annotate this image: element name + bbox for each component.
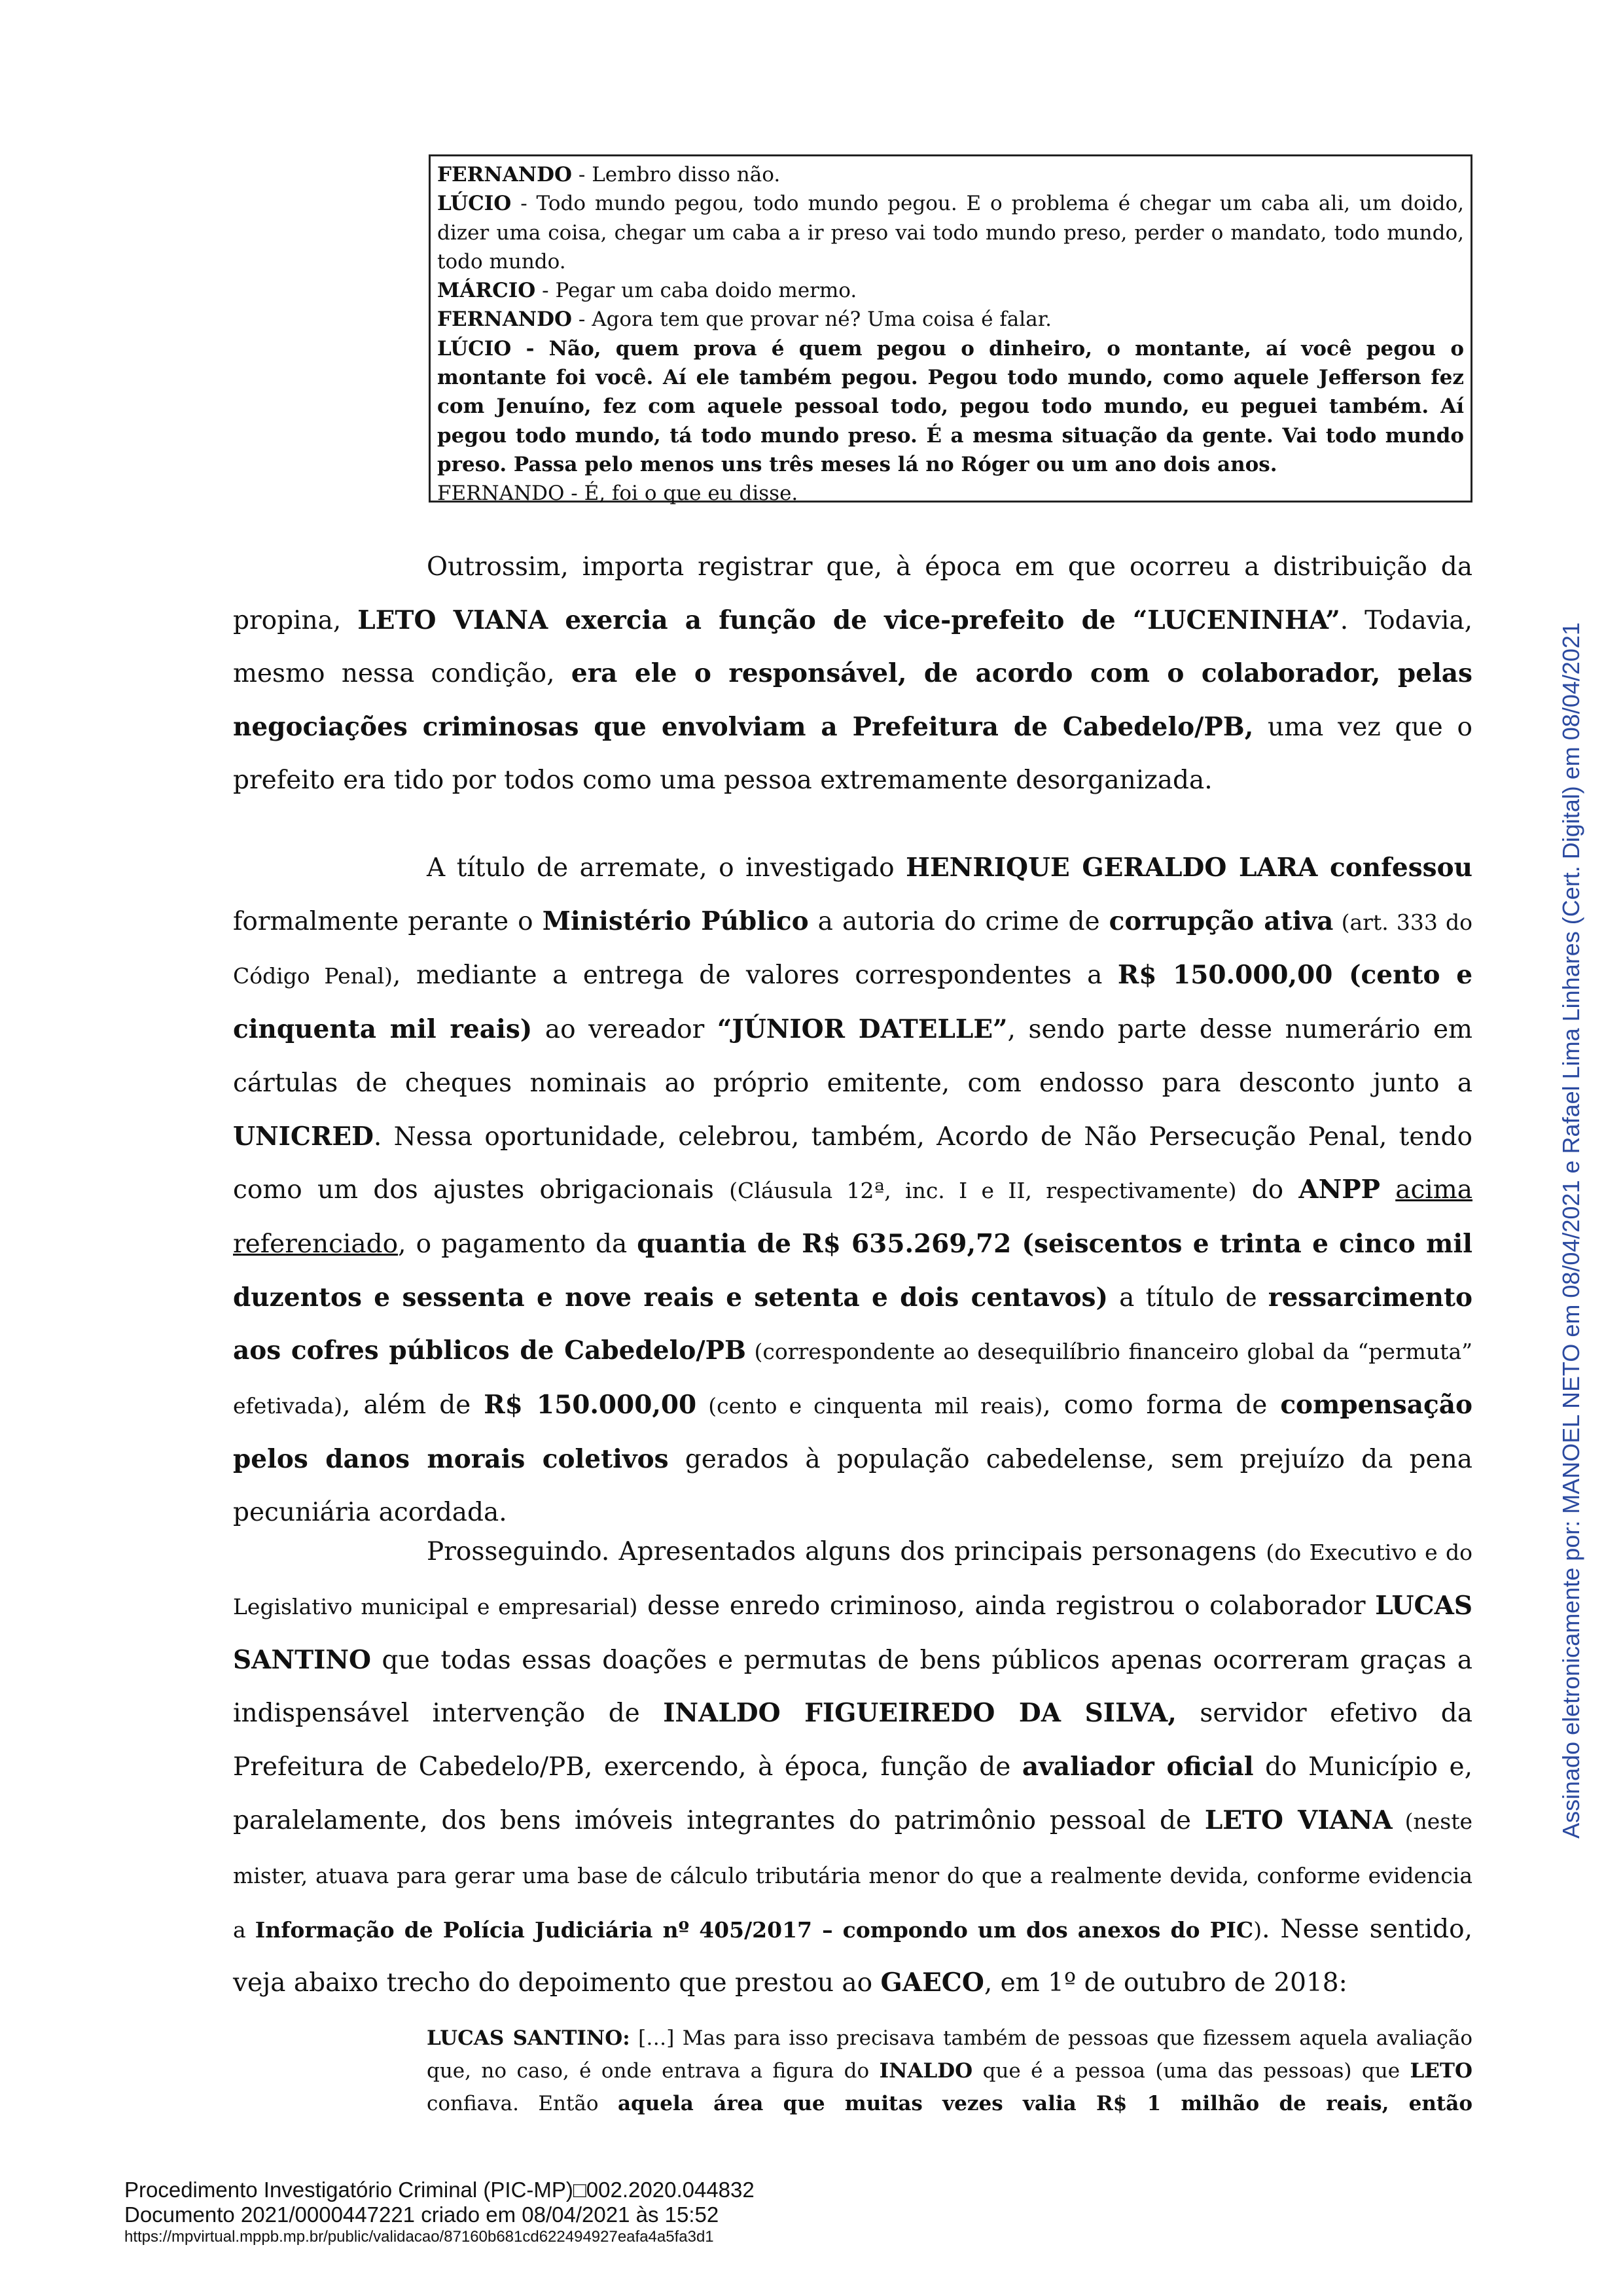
speaker-name: FERNANDO bbox=[437, 482, 565, 506]
document-footer bbox=[124, 2178, 755, 2247]
speech-text: Agora tem que provar né? Uma coisa é falar. bbox=[592, 308, 1052, 332]
transcript-box bbox=[429, 154, 1472, 506]
transcript-line: FERNANDO - Agora tem que provar né? Uma coisa é falar. bbox=[437, 308, 1052, 332]
transcript-line: LÚCIO - Não, quem prova é quem pegou o dinheiro, o montante, aí você pegou o montante foi você. Aí ele também pegou. Pegou todo mundo, como aquele Jefferson fez com Jenuíno, fez com aquele pessoal todo, pegou todo mundo, eu peguei também. Aí pegou todo mundo, tá todo mundo preso. É a mesma situação da gente. Vai todo mundo preso. Passa pelo menos uns três meses lá no Róger ou um ano dois anos. bbox=[437, 336, 1464, 476]
paragraph-2: A título de arremate, o investigado HENRIQUE GERALDO LARA confessou formalmente perante o Ministério Público a autoria do crime de corrupção ativa (art. 333 do Código Penal), mediante a entrega de valores correspondentes a R$ 150.000,00 (cento e cinquenta mil reais) ao vereador “JÚNIOR DATELLE”, sendo parte desse numerário em cártulas de cheques nominais ao próprio emitente, com endosso para desconto junto a UNICRED. Nessa oportunidade, celebrou, também, Acordo de Não Persecução Penal, tendo como um dos ajustes obrigacionais (Cláusula 12ª, inc. I e II, respectivamente) do ANPP acima referenciado, o pagamento da quantia de R$ 635.269,72 (seiscentos e trinta e cinco mil duzentos e sessenta e nove reais e setenta e dois centavos) a título de ressarcimento aos cofres públicos de Cabedelo/PB (correspondente ao desequilíbrio financeiro global da “permuta” efetivada), além de R$ 150.000,00 (cento e cinquenta mil reais), como forma de compensação pelos danos morais coletivos gerados à população cabedelense, sem prejuízo da pena pecuniária acordada. bbox=[233, 853, 1473, 1528]
footer-document-id: Documento 2021/0000447221 criado em 08/04/2021 às 15:52 bbox=[124, 2202, 719, 2227]
speaker-name: FERNANDO bbox=[437, 308, 573, 332]
paragraph-1: Outrossim, importa registrar que, à época em que ocorreu a distribuição da propina, LETO VIANA exercia a função de vice-prefeito de “LUCENINHA”. Todavia, mesmo nessa condição, era ele o responsável, de acordo com o colaborador, pelas negociações criminosas que envolviam a Prefeitura de Cabedelo/PB, uma vez que o prefeito era tido por todos como uma pessoa extremamente desorganizada. bbox=[233, 552, 1472, 795]
speech-text: Todo mundo pegou, todo mundo pegou. E o problema é chegar um caba ali, um doido, dizer uma coisa, chegar um caba a ir preso vai todo mundo preso, perder o mandato, todo mundo, todo mundo. bbox=[437, 192, 1464, 274]
speech-text: Pegar um caba doido mermo. bbox=[555, 279, 857, 303]
electronic-signature-stamp: Assinado eletronicamente por: MANOEL NETO em 08/04/2021 e Rafael Lima Linhares (Cert. Digital) em 08/04/2021 bbox=[1558, 622, 1584, 1839]
transcript-line: FERNANDO - É, foi o que eu disse. bbox=[437, 482, 798, 506]
footer-procedure: Procedimento Investigatório Criminal (PIC-MP)□002.2020.044832 bbox=[124, 2178, 755, 2202]
speech-text: Não, quem prova é quem pegou o dinheiro, o montante, aí você pegou o montante foi você. Aí ele também pegou. Pegou todo mundo, como aquele Jefferson fez com Jenuíno, fez com aquele pessoal todo, pegou todo mundo, eu peguei também. Aí pegou todo mundo, tá todo mundo preso. É a mesma situação da gente. Vai todo mundo preso. Passa pelo menos uns três meses lá no Róger ou um ano dois anos. bbox=[437, 336, 1464, 476]
speaker-name: LÚCIO bbox=[437, 192, 512, 216]
speaker-name: MÁRCIO bbox=[437, 279, 536, 303]
transcript-line: FERNANDO - Lembro disso não. bbox=[437, 163, 781, 186]
quote-speaker: LUCAS SANTINO: bbox=[427, 2026, 630, 2050]
speaker-name: LÚCIO bbox=[437, 336, 512, 361]
deposition-quote: LUCAS SANTINO: […] Mas para isso precisava também de pessoas que fizessem aquela avaliação que, no caso, é onde entrava a figura do INALDO que é a pessoa (uma das pessoas) que LETO confiava. Então aquela área que muitas vezes valia R$ 1 milhão de reais, então bbox=[427, 2026, 1473, 2115]
speaker-name: FERNANDO bbox=[437, 163, 573, 186]
transcript-line: MÁRCIO - Pegar um caba doido mermo. bbox=[437, 279, 857, 303]
paragraph-3: Prosseguindo. Apresentados alguns dos principais personagens (do Executivo e do Legislativo municipal e empresarial) desse enredo criminoso, ainda registrou o colaborador LUCAS SANTINO que todas essas doações e permutas de bens públicos apenas ocorreram graças a indispensável intervenção de INALDO FIGUEIREDO DA SILVA, servidor efetivo da Prefeitura de Cabedelo/PB, exercendo, à época, função de avaliador oficial do Município e, paralelamente, dos bens imóveis integrantes do patrimônio pessoal de LETO VIANA (neste mister, atuava para gerar uma base de cálculo tributária menor do que a realmente devida, conforme evidencia a Informação de Polícia Judiciária nº 405/2017 – compondo um dos anexos do PIC). Nesse sentido, veja abaixo trecho do depoimento que prestou ao GAECO, em 1º de outubro de 2018: bbox=[233, 1537, 1473, 1998]
transcript-line: LÚCIO - Todo mundo pegou, todo mundo pegou. E o problema é chegar um caba ali, um doido, dizer uma coisa, chegar um caba a ir preso vai todo mundo preso, perder o mandato, todo mundo, todo mundo. bbox=[437, 192, 1464, 274]
speech-text: É, foi o que eu disse. bbox=[584, 482, 798, 506]
speech-text: Lembro disso não. bbox=[592, 163, 781, 186]
footer-validation-link[interactable]: https://mpvirtual.mppb.mp.br/public/validacao/87160b681cd622494927eafa4a5fa3d1 bbox=[124, 2228, 714, 2246]
